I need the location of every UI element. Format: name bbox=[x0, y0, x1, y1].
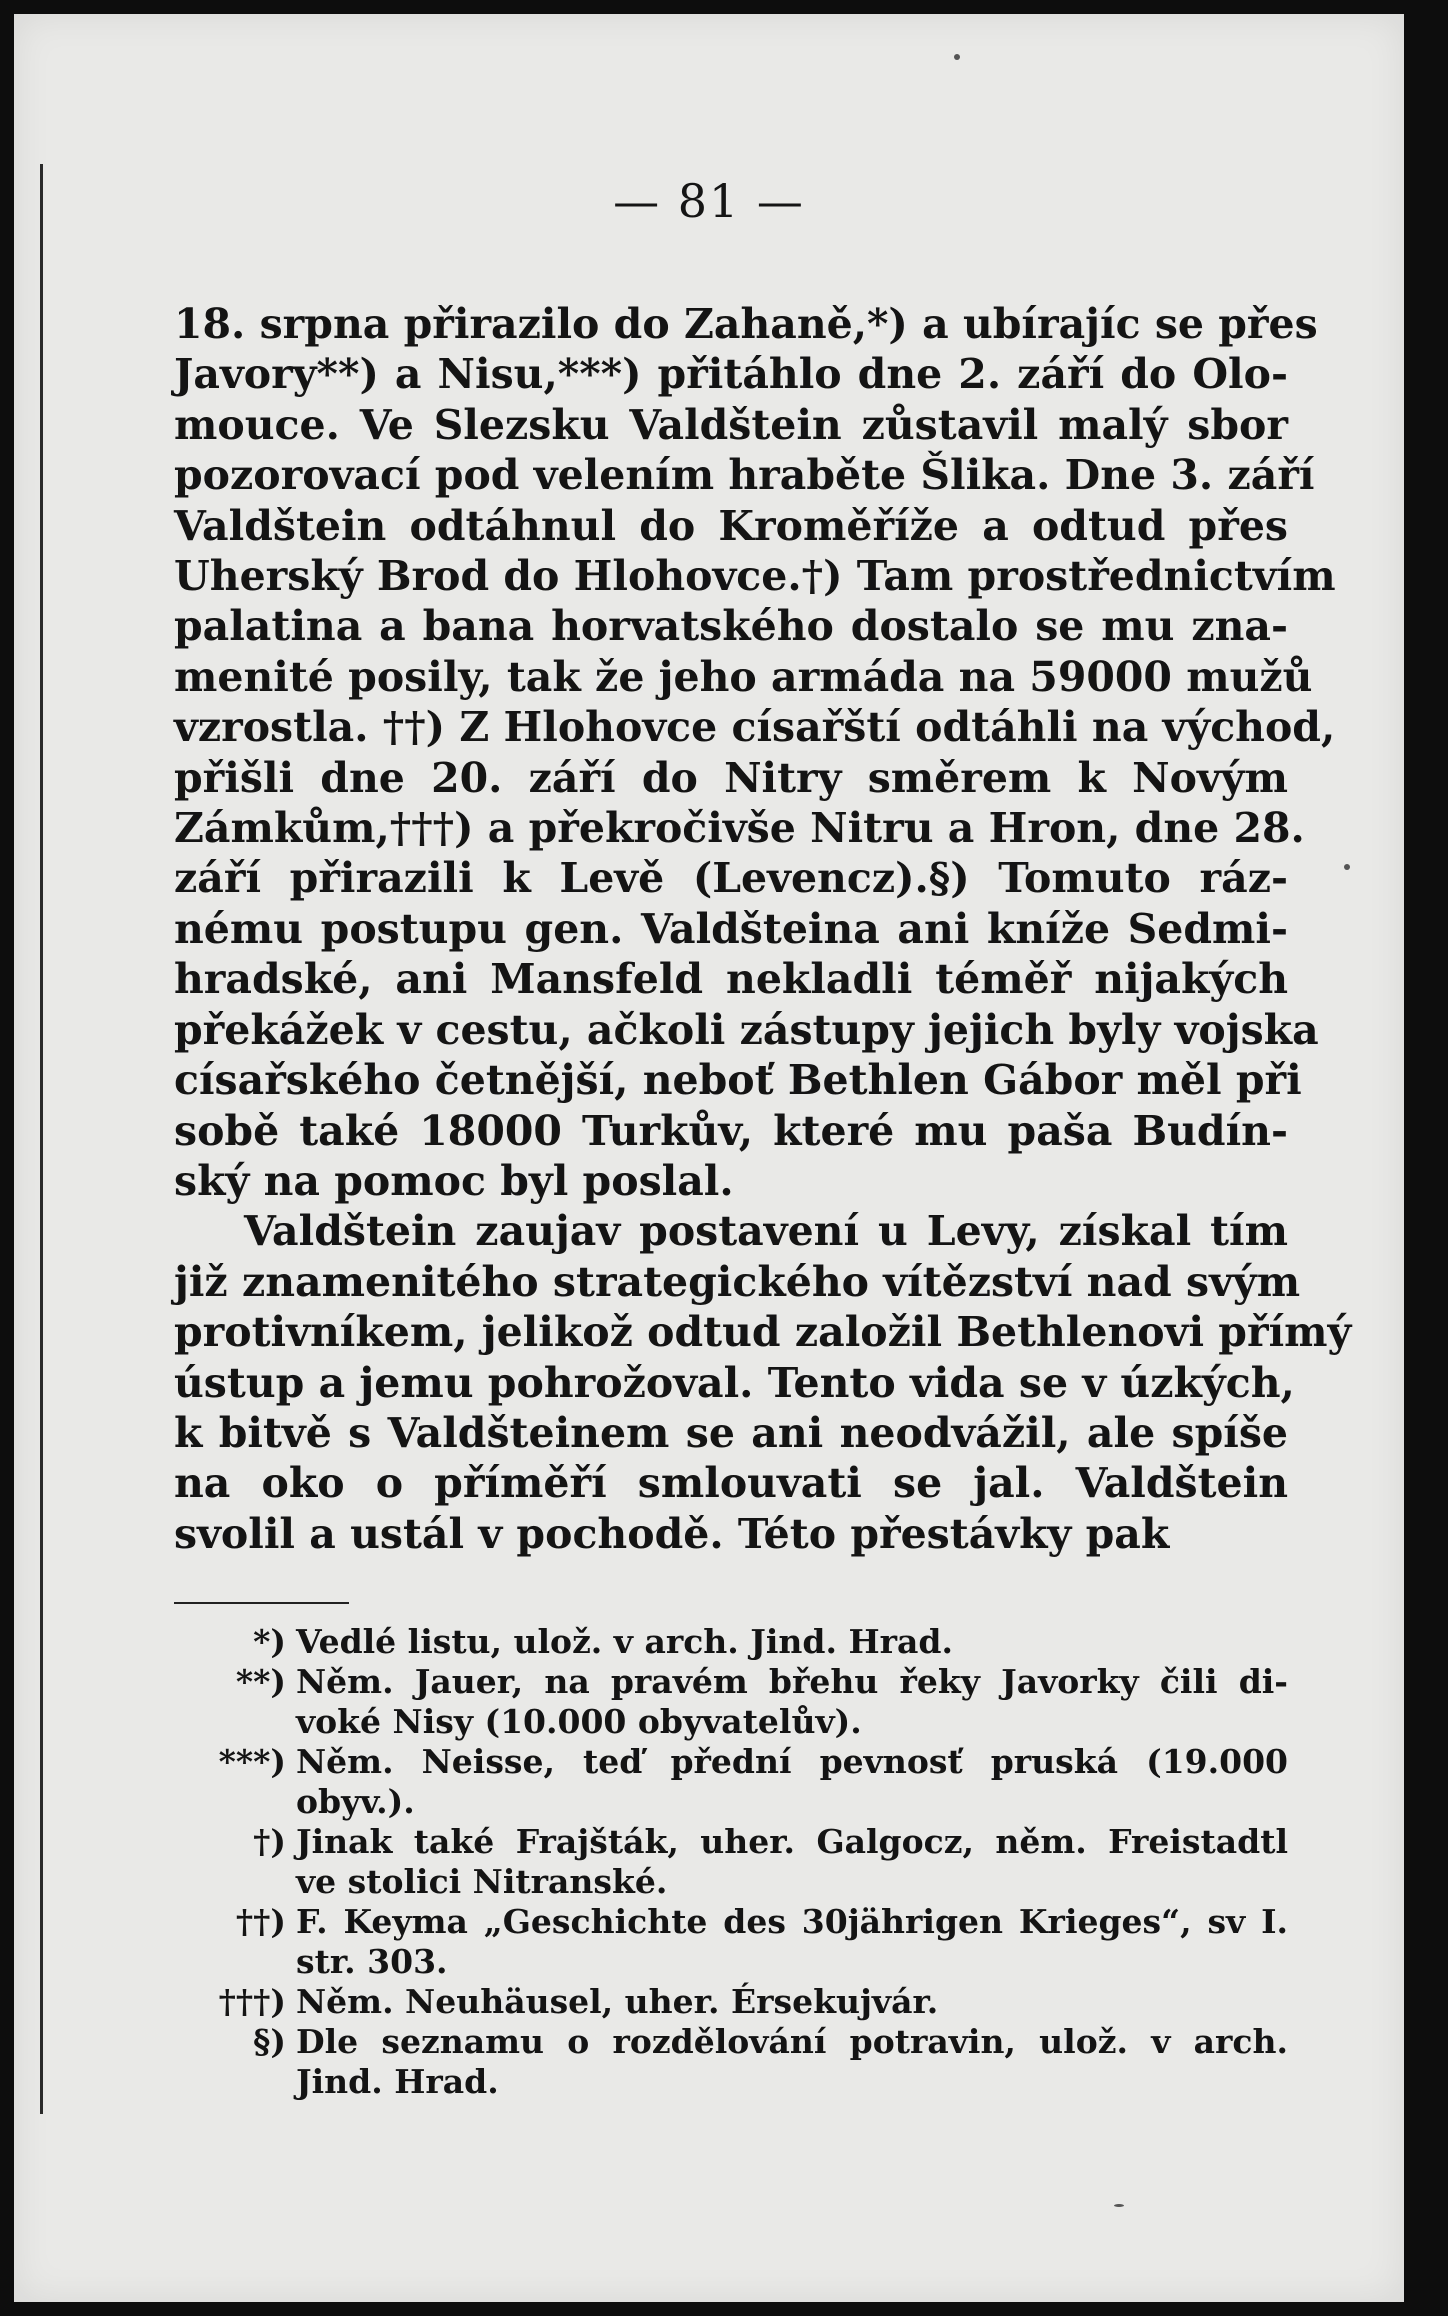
text-line: mouce. Ve Slezsku Valdštein zůstavil malý sbor bbox=[174, 400, 1288, 449]
footnote-line: ve stolici Nitranské. bbox=[296, 1862, 668, 1901]
text-line: Javory**) a Nisu,***) přitáhlo dne 2. září do Olo- bbox=[174, 350, 1288, 399]
text-line: svolil a ustál v pochodě. Této přestávky pak bbox=[174, 1509, 1170, 1558]
text-line: menité posily, tak že jeho armáda na 59000 mužů bbox=[174, 652, 1313, 701]
footnote-line: Jinak také Frajšták, uher. Galgocz, něm. Freistadtl bbox=[296, 1822, 1288, 1861]
book-page bbox=[14, 14, 1404, 2302]
footnote-rule bbox=[174, 1602, 349, 1604]
text-line: sobě také 18000 Turkův, které mu paša Budín- bbox=[174, 1106, 1288, 1155]
footnote-mark: **) bbox=[235, 1662, 286, 1701]
text-line: pozorovací pod velením hraběte Šlika. Dne 3. září bbox=[174, 451, 1315, 500]
footnote-mark: †) bbox=[253, 1822, 286, 1861]
footnote-line: Dle seznamu o rozdělování potravin, ulož. v arch. bbox=[296, 2022, 1288, 2061]
footnote bbox=[174, 2022, 1288, 2102]
text-line: překážek v cestu, ačkoli zástupy jejich byly vojska bbox=[174, 1005, 1319, 1054]
text-line: Uherský Brod do Hlohovce.†) Tam prostřednictvím bbox=[174, 552, 1336, 601]
text-line: ústup a jemu pohrožoval. Tento vida se v úzkých, bbox=[174, 1358, 1295, 1407]
footnote-line: Jind. Hrad. bbox=[296, 2062, 499, 2101]
footnote-text bbox=[296, 1742, 1288, 1822]
footnote bbox=[174, 1822, 1288, 1902]
footnote-line: voké Nisy (10.000 obyvatelův). bbox=[296, 1702, 862, 1741]
footnote-mark: §) bbox=[253, 2022, 286, 2061]
text-line: ský na pomoc byl poslal. bbox=[174, 1156, 734, 1205]
footnote bbox=[174, 1982, 1288, 2022]
footnote-text bbox=[296, 2022, 1288, 2102]
footnote-line: Něm. Neuhäusel, uher. Érsekujvár. bbox=[296, 1982, 939, 2021]
text-line: vzrostla. ††) Z Hlohovce císařští odtáhli na východ, bbox=[174, 703, 1336, 752]
footnote bbox=[174, 1902, 1288, 1982]
main-text bbox=[174, 299, 1352, 1559]
footnote-line: F. Keyma „Geschichte des 30jährigen Krieges“, sv I. bbox=[296, 1902, 1288, 1941]
text-line: palatina a bana horvatského dostalo se mu zna- bbox=[174, 602, 1288, 651]
text-line: přišli dne 20. září do Nitry směrem k Novým bbox=[174, 753, 1288, 802]
text-line: k bitvě s Valdšteinem se ani neodvážil, ale spíše bbox=[174, 1408, 1288, 1457]
footnote-line: obyv.). bbox=[296, 1782, 415, 1821]
footnote-mark: ***) bbox=[218, 1742, 286, 1781]
footnote-text bbox=[296, 1622, 1288, 1662]
footnote-text bbox=[296, 1902, 1288, 1982]
footnote-line: Něm. Neisse, teď přední pevnosť pruská (19.000 bbox=[296, 1742, 1288, 1781]
footnote-mark: *) bbox=[253, 1622, 286, 1661]
text-line: císařského četnější, neboť Bethlen Gábor měl při bbox=[174, 1056, 1302, 1105]
footnotes bbox=[174, 1622, 1288, 2102]
paragraph-2 bbox=[174, 1206, 1352, 1559]
text-line: září přirazili k Levě (Levencz).§) Tomuto ráz- bbox=[174, 854, 1288, 903]
text-line: protivníkem, jelikož odtud založil Bethlenovi přímý bbox=[174, 1308, 1352, 1357]
text-line: Zámkům,†††) a překročivše Nitru a Hron, dne 28. bbox=[174, 804, 1305, 853]
paper-speck bbox=[1344, 864, 1350, 870]
footnote bbox=[174, 1742, 1288, 1822]
text-line: nému postupu gen. Valdšteina ani kníže Sedmi- bbox=[174, 904, 1288, 953]
footnote-line: Něm. Jauer, na pravém břehu řeky Javorky čili di- bbox=[296, 1662, 1288, 1701]
text-line: na oko o příměří smlouvati se jal. Valdštein bbox=[174, 1459, 1288, 1508]
footnote-mark: ††) bbox=[235, 1902, 286, 1941]
footnote-text bbox=[296, 1982, 1288, 2022]
footnote bbox=[174, 1662, 1288, 1742]
page-number: — 81 — bbox=[613, 174, 805, 228]
paper-speck bbox=[1114, 2204, 1124, 2207]
footnote-line: str. 303. bbox=[296, 1942, 448, 1981]
text-line: Valdštein zaujav postavení u Levy, získal tím bbox=[244, 1207, 1288, 1256]
text-line: již znamenitého strategického vítězství nad svým bbox=[174, 1257, 1301, 1306]
text-line: hradské, ani Mansfeld nekladli téměř nijakých bbox=[174, 955, 1288, 1004]
footnote-mark: †††) bbox=[218, 1982, 286, 2021]
text-line: 18. srpna přirazilo do Zahaně,*) a ubírajíc se přes bbox=[174, 300, 1318, 348]
text-line: Valdštein odtáhnul do Kroměříže a odtud přes bbox=[174, 501, 1288, 550]
footnote-text bbox=[296, 1662, 1288, 1742]
footnote-line: Vedlé listu, ulož. v arch. Jind. Hrad. bbox=[296, 1622, 953, 1661]
paragraph-1 bbox=[174, 299, 1336, 1206]
footnote-text bbox=[296, 1822, 1288, 1902]
footnote bbox=[174, 1622, 1288, 1662]
page-binding-edge bbox=[40, 164, 49, 2114]
paper-speck bbox=[954, 54, 960, 60]
